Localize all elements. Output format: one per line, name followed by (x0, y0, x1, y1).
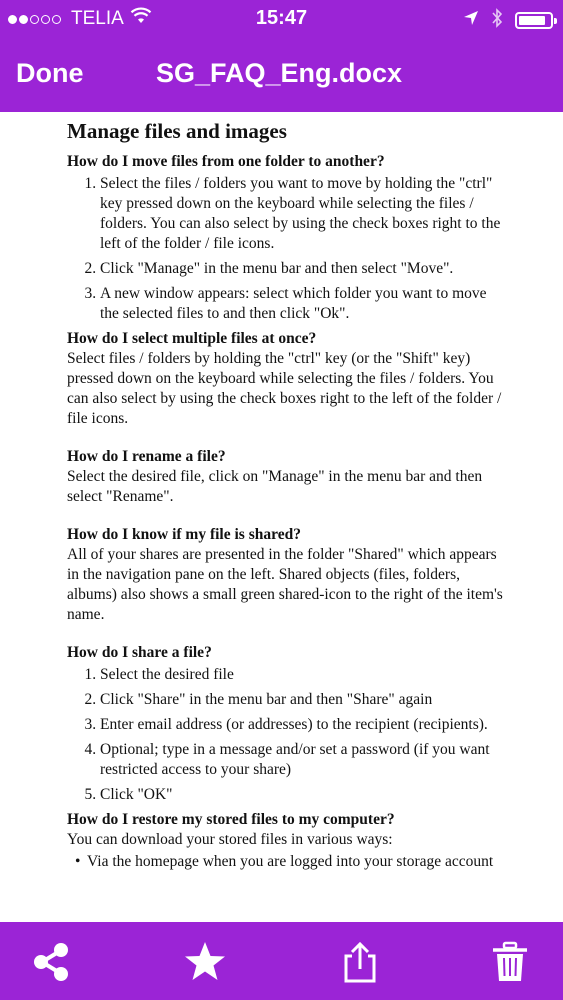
document-title: SG_FAQ_Eng.docx (156, 58, 403, 88)
document-content (67, 118, 507, 872)
carrier-name: TELIA (71, 8, 124, 29)
answer-select-multiple: Select files / folders by holding the "ctrl" key (or the "Shift" key) pressed down on the keyboard while selecting the files / folders. You can also select by using the check boxes right to the left of the folder / file icons. (67, 350, 502, 427)
list-item: 3. A new window appears: select which folder you want to move the selected files to and then click "Ok". (100, 284, 507, 324)
list-item: 2. Click "Share" in the menu bar and then "Share" again (100, 690, 507, 710)
answer-shared: All of your shares are presented in the folder "Shared" which appears in the navigation pane on the left. Shared objects (files, folders, albums) also shows a small green shared-icon to the right of the item's name. (67, 546, 503, 623)
share-steps-list (67, 665, 507, 805)
section-heading: Manage files and images (67, 119, 287, 143)
question-rename: How do I rename a file? (67, 448, 226, 465)
location-arrow-icon (463, 10, 479, 31)
question-restore: How do I restore my stored files to my computer? (67, 811, 395, 828)
trash-icon[interactable] (488, 940, 532, 984)
list-item: • Via the homepage when you are logged into your storage account (87, 852, 507, 872)
question-move-files: How do I move files from one folder to another? (67, 153, 385, 170)
export-icon[interactable] (338, 940, 382, 984)
answer-restore: You can download your stored files in various ways: (67, 831, 393, 848)
document-viewer[interactable] (0, 112, 563, 922)
list-item: 5. Click "OK" (100, 785, 507, 805)
bottom-toolbar (0, 922, 563, 1000)
list-item: 4. Optional; type in a message and/or set a password (if you want restricted access to your share) (100, 740, 507, 780)
list-item: 1. Select the desired file (100, 665, 507, 685)
question-select-multiple: How do I select multiple files at once? (67, 330, 317, 347)
move-steps-list (67, 174, 507, 324)
bluetooth-icon (491, 8, 503, 33)
list-item: 1. Select the files / folders you want to move by holding the "ctrl" key pressed down on the keyboard while selecting the files / folders. You can also select by using the check boxes right to the left of the folder / file icons. (100, 174, 507, 254)
share-nodes-icon[interactable] (30, 940, 74, 984)
question-share-file: How do I share a file? (67, 644, 212, 661)
status-bar (0, 0, 563, 38)
status-right (463, 8, 553, 33)
answer-rename: Select the desired file, click on "Manage" in the menu bar and then select "Rename". (67, 468, 483, 505)
list-item: 3. Enter email address (or addresses) to the recipient (recipients). (100, 715, 507, 735)
navigation-bar (0, 38, 563, 112)
status-time: 15:47 (255, 7, 308, 29)
restore-bullet-list (67, 852, 507, 872)
done-button[interactable]: Done (16, 58, 84, 88)
battery-icon (515, 12, 553, 29)
question-shared: How do I know if my file is shared? (67, 526, 301, 543)
list-item: 2. Click "Manage" in the menu bar and then select "Move". (100, 259, 507, 279)
star-icon[interactable] (183, 940, 227, 984)
